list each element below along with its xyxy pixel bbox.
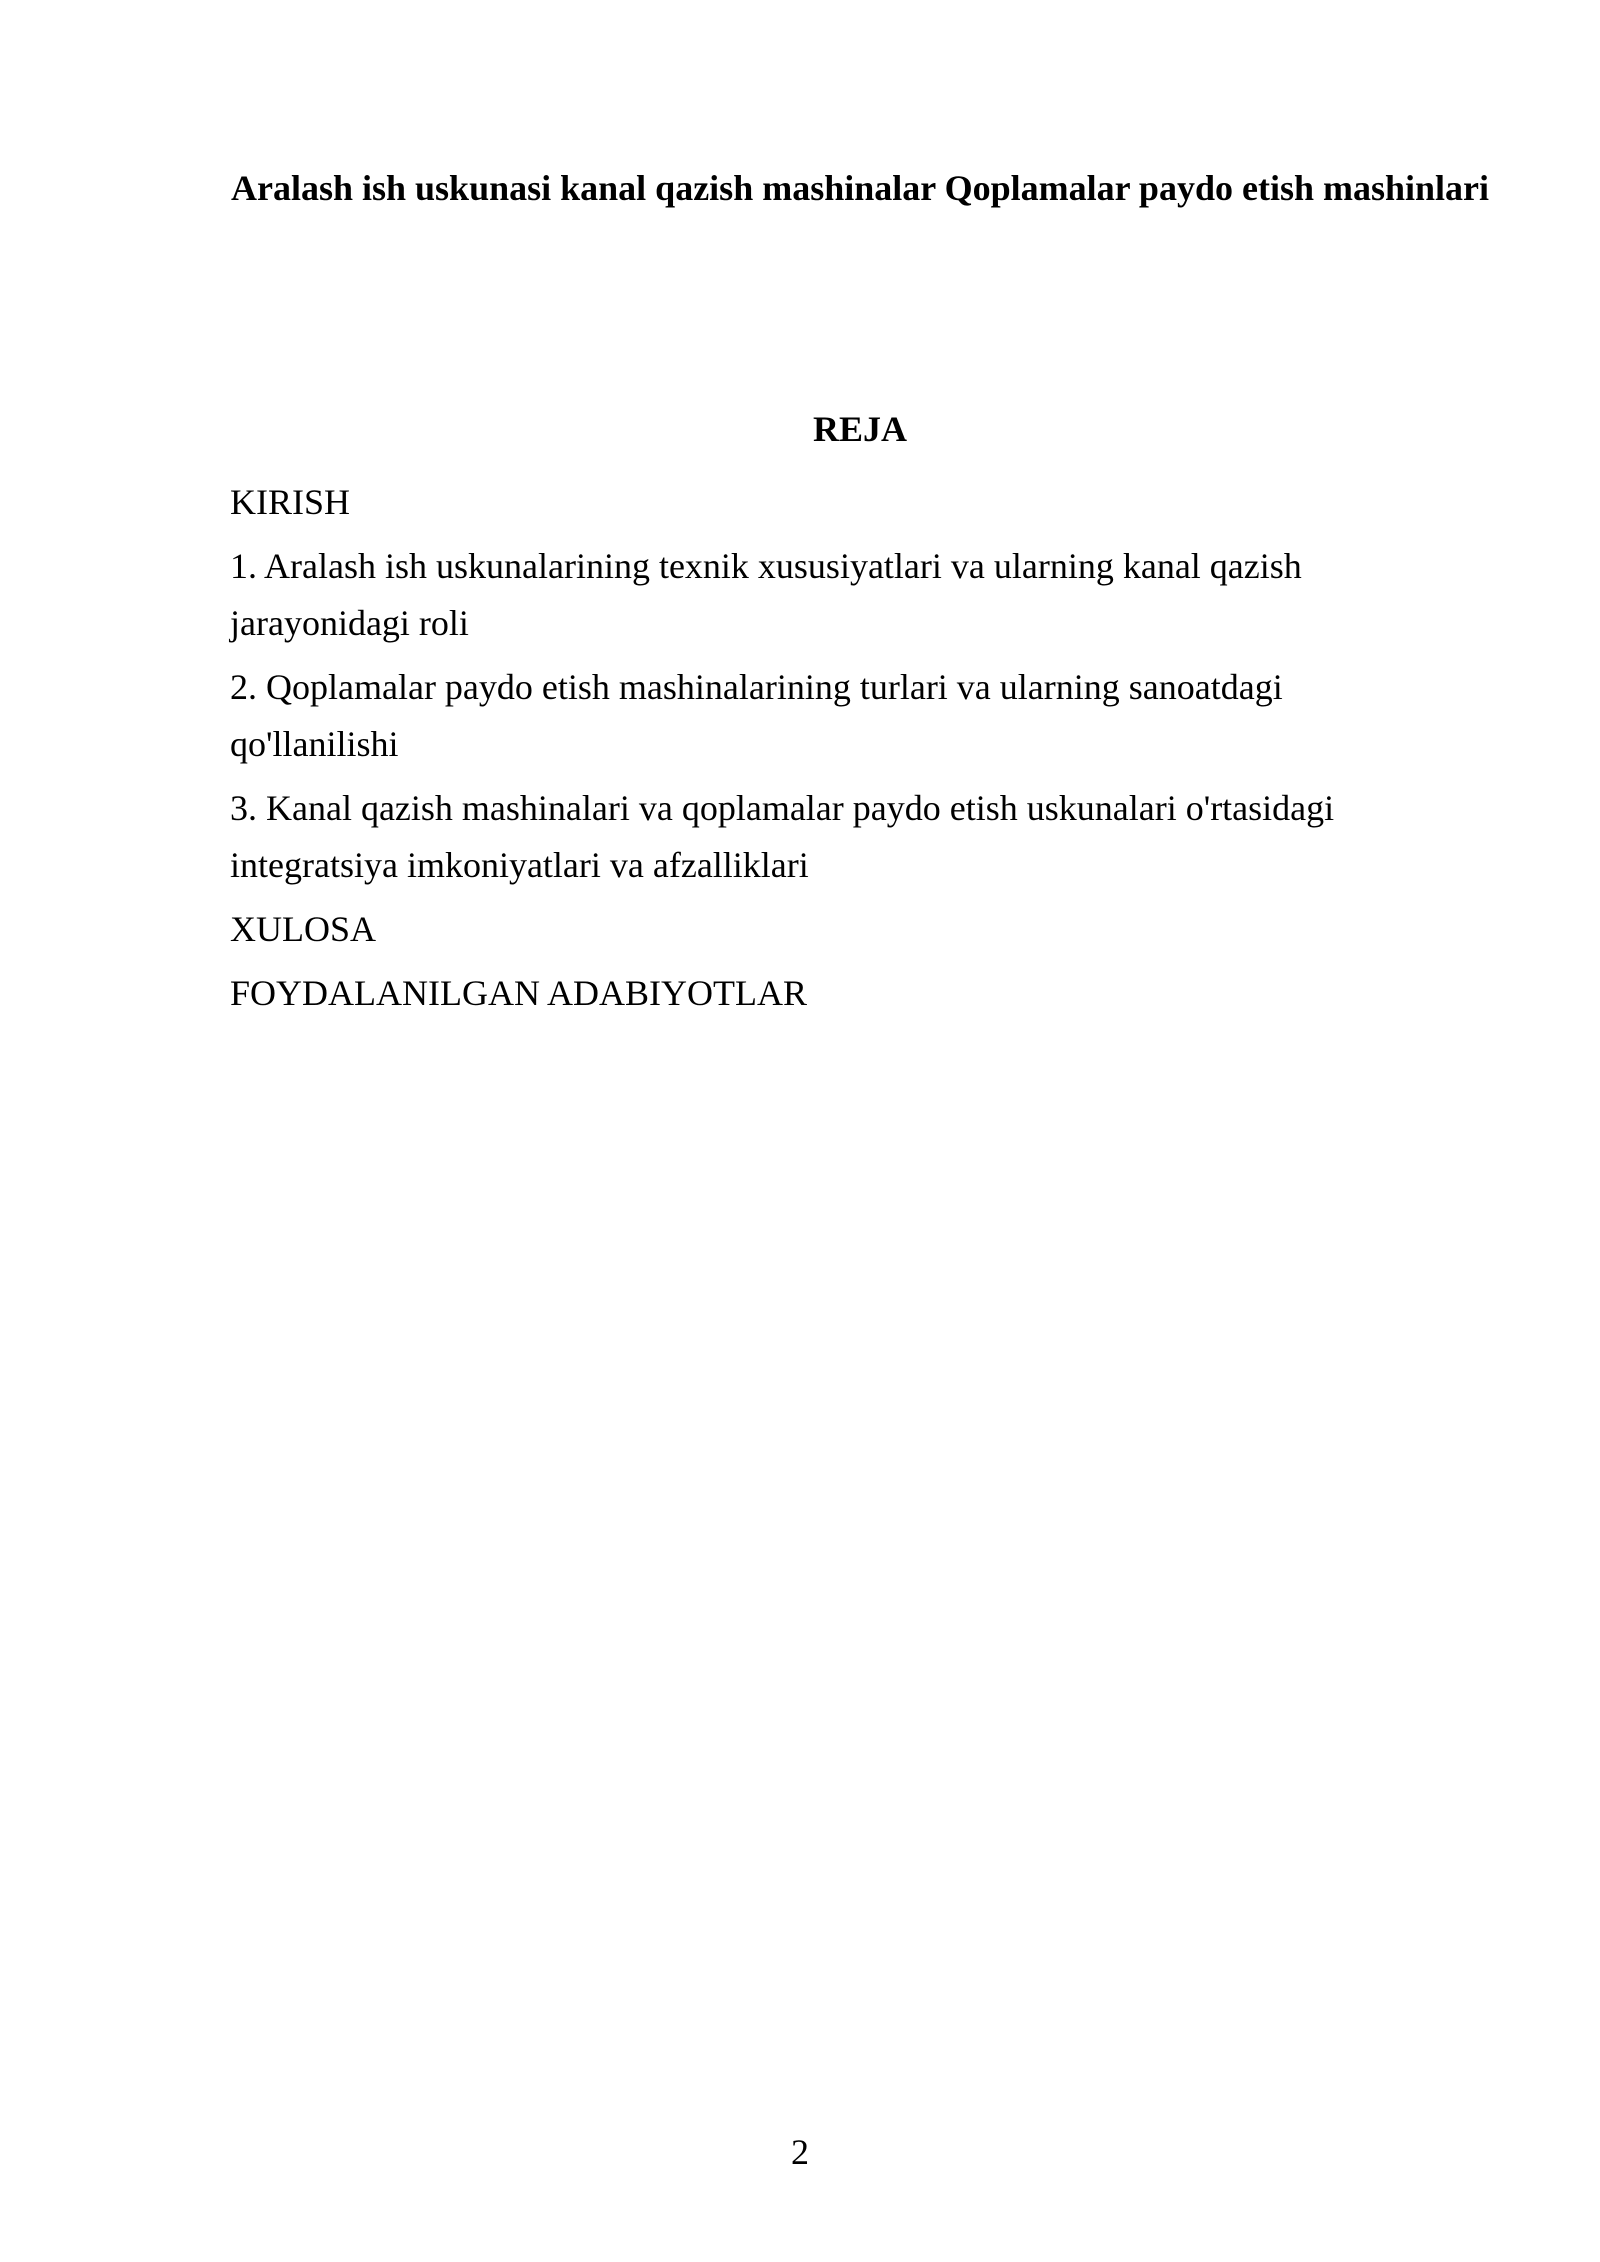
- plan-item-introduction: KIRISH: [230, 482, 351, 522]
- plan-item-2: 2. Qoplamalar paydo etish mashinalarining turlari va ularning sanoatdagi qo'llanilishi: [230, 667, 1283, 764]
- plan-item-3: 3. Kanal qazish mashinalari va qoplamalar paydo etish uskunalari o'rtasidagi integratsiya imkoniyatlari va afzalliklari: [230, 788, 1335, 885]
- plan-item-conclusion: XULOSA: [230, 909, 377, 949]
- plan-item-references: FOYDALANILGAN ADABIYOTLAR: [230, 973, 807, 1013]
- plan-heading: REJA: [812, 409, 907, 449]
- page-number: 2: [791, 2132, 809, 2172]
- document-title: Aralash ish uskunasi kanal qazish mashinalar Qoplamalar paydo etish mashinlari: [230, 168, 1489, 208]
- plan-item-1: 1. Aralash ish uskunalarining texnik xususiyatlari va ularning kanal qazish jarayonidagi roli: [230, 546, 1302, 643]
- plan-list: [230, 474, 1430, 1029]
